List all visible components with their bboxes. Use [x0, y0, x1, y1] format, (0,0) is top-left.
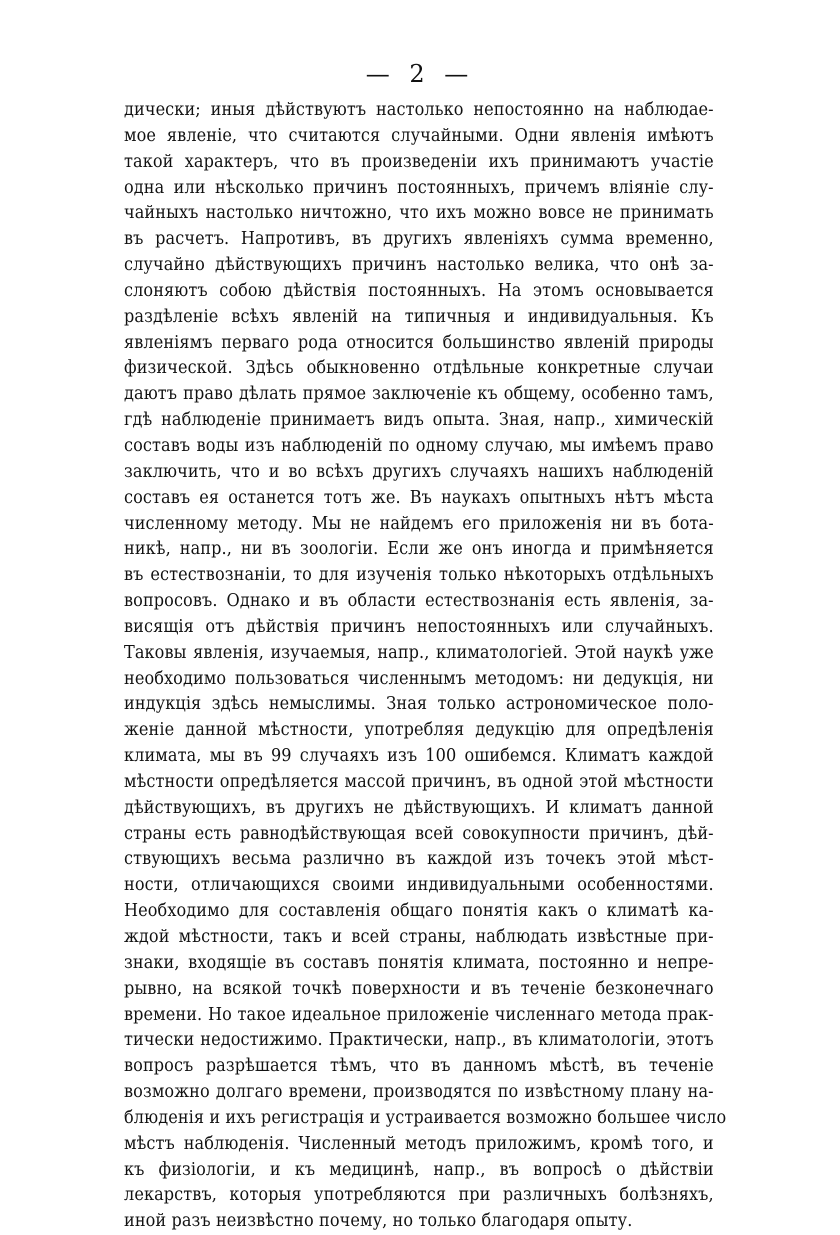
text-line: знаки, входящіе въ составъ понятія климата, постоянно и непре- — [124, 952, 714, 973]
text-line: случайно дѣйствующихъ причинъ настолько велика, что онѣ за- — [124, 255, 714, 276]
text-line: ствующихъ весьма различно въ каждой изъ точекъ этой мѣст- — [124, 849, 714, 870]
text-line: Таковы явленія, изучаемыя, напр., климатологіей. Этой наукѣ уже — [124, 642, 714, 663]
text-line: вопросъ разрѣшается тѣмъ, что въ данномъ мѣстѣ, въ теченіе — [124, 1056, 714, 1077]
text-line: ности, отличающихся своими индивидуальными особенностями. — [124, 875, 714, 896]
text-line: слоняютъ собою дѣйствія постоянныхъ. На этомъ основывается — [124, 280, 714, 301]
text-line: возможно долгаго времени, производятся по извѣстному плану на- — [124, 1082, 714, 1103]
text-line: заключить, что и во всѣхъ другихъ случаяхъ нашихъ наблюденій — [124, 461, 714, 482]
text-line: мѣстности опредѣляется массой причинъ, въ одной этой мѣстности — [124, 771, 714, 792]
text-line: блюденія и ихъ регистрація и устраивается возможно большее число — [124, 1107, 727, 1128]
text-line: дически; иныя дѣйствуютъ настолько непостоянно на наблюдае- — [124, 100, 714, 120]
text-line: мѣстъ наблюденія. Численный методъ приложимъ, кромѣ того, и — [124, 1133, 714, 1154]
text-line: чайныхъ настолько ничтожно, что ихъ можно вовсе не принимать — [124, 203, 714, 224]
text-line: мое явленіе, что считаются случайными. Одни явленія имѣютъ — [124, 125, 714, 146]
text-line: лекарствъ, которыя употребляются при различныхъ болѣзняхъ, — [124, 1185, 714, 1206]
text-line: времени. Но такое идеальное приложеніе численнаго метода прак- — [124, 1004, 714, 1025]
text-line: одна или нѣсколько причинъ постоянныхъ, причемъ вліяніе слу- — [124, 177, 714, 198]
text-line: ждой мѣстности, такъ и всей страны, наблюдать извѣстные при- — [124, 927, 714, 947]
text-line: индукція здѣсь немыслимы. Зная только астрономическое поло- — [124, 694, 714, 715]
text-line: никѣ, напр., ни въ зоологіи. Если же онъ иногда и примѣняется — [124, 539, 714, 560]
text-line: гдѣ наблюденіе принимаетъ видъ опыта. Зная, напр., химическій — [124, 410, 714, 431]
text-line: такой характеръ, что въ произведеніи ихъ принимаютъ участіе — [124, 151, 714, 172]
text-line: составъ ея останется тотъ же. Въ наукахъ опытныхъ нѣтъ мѣста — [124, 487, 714, 508]
text-line: необходимо пользоваться численнымъ методомъ: ни дедукція, ни — [124, 668, 714, 689]
text-line: иной разъ неизвѣстно почему, но только благодаря опыту. — [124, 1211, 633, 1232]
text-line: явленіямъ перваго рода относится большинство явленій природы — [124, 332, 714, 353]
page-number: — 2 — — [365, 60, 475, 88]
text-line: раздѣленіе всѣхъ явленій на типичныя и индивидуальныя. Къ — [124, 306, 714, 327]
text-line: къ физіологіи, и къ медицинѣ, напр., въ вопросѣ о дѣйствіи — [124, 1159, 714, 1180]
text-line: женіе данной мѣстности, употребляя дедукцію для опредѣленія — [124, 720, 714, 741]
text-line: климата, мы въ 99 случаяхъ изъ 100 ошибемся. Климатъ каждой — [124, 746, 714, 767]
text-line: Необходимо для составленія общаго понятія какъ о климатѣ ка- — [124, 901, 714, 922]
text-line: тически недостижимо. Практически, напр., въ климатологіи, этотъ — [124, 1030, 714, 1051]
text-line: въ естествознаніи, то для изученія только нѣкоторыхъ отдѣльныхъ — [124, 565, 714, 586]
text-line: даютъ право дѣлать прямое заключеніе къ общему, особенно тамъ, — [124, 384, 714, 405]
text-line: численному методу. Мы не найдемъ его приложенія ни въ бота- — [124, 513, 714, 534]
text-line: висящія отъ дѣйствія причинъ непостоянныхъ или случайныхъ. — [124, 616, 714, 637]
text-line: составъ воды изъ наблюденій по одному случаю, мы имѣемъ право — [124, 435, 714, 456]
body-text — [124, 98, 727, 1235]
text-line: физической. Здѣсь обыкновенно отдѣльные конкретные случаи — [124, 358, 714, 379]
text-line: страны есть равнодѣйствующая всей совокупности причинъ, дѣй- — [124, 823, 714, 844]
text-line: вопросовъ. Однако и въ области естествознанія есть явленія, за- — [124, 591, 714, 612]
text-line: въ расчетъ. Напротивъ, въ другихъ явленіяхъ сумма временно, — [124, 229, 714, 250]
text-line: дѣйствующихъ, въ другихъ не дѣйствующихъ. И климатъ данной — [124, 797, 714, 818]
text-line: рывно, на всякой точкѣ поверхности и въ теченіе безконечнаго — [124, 978, 714, 999]
